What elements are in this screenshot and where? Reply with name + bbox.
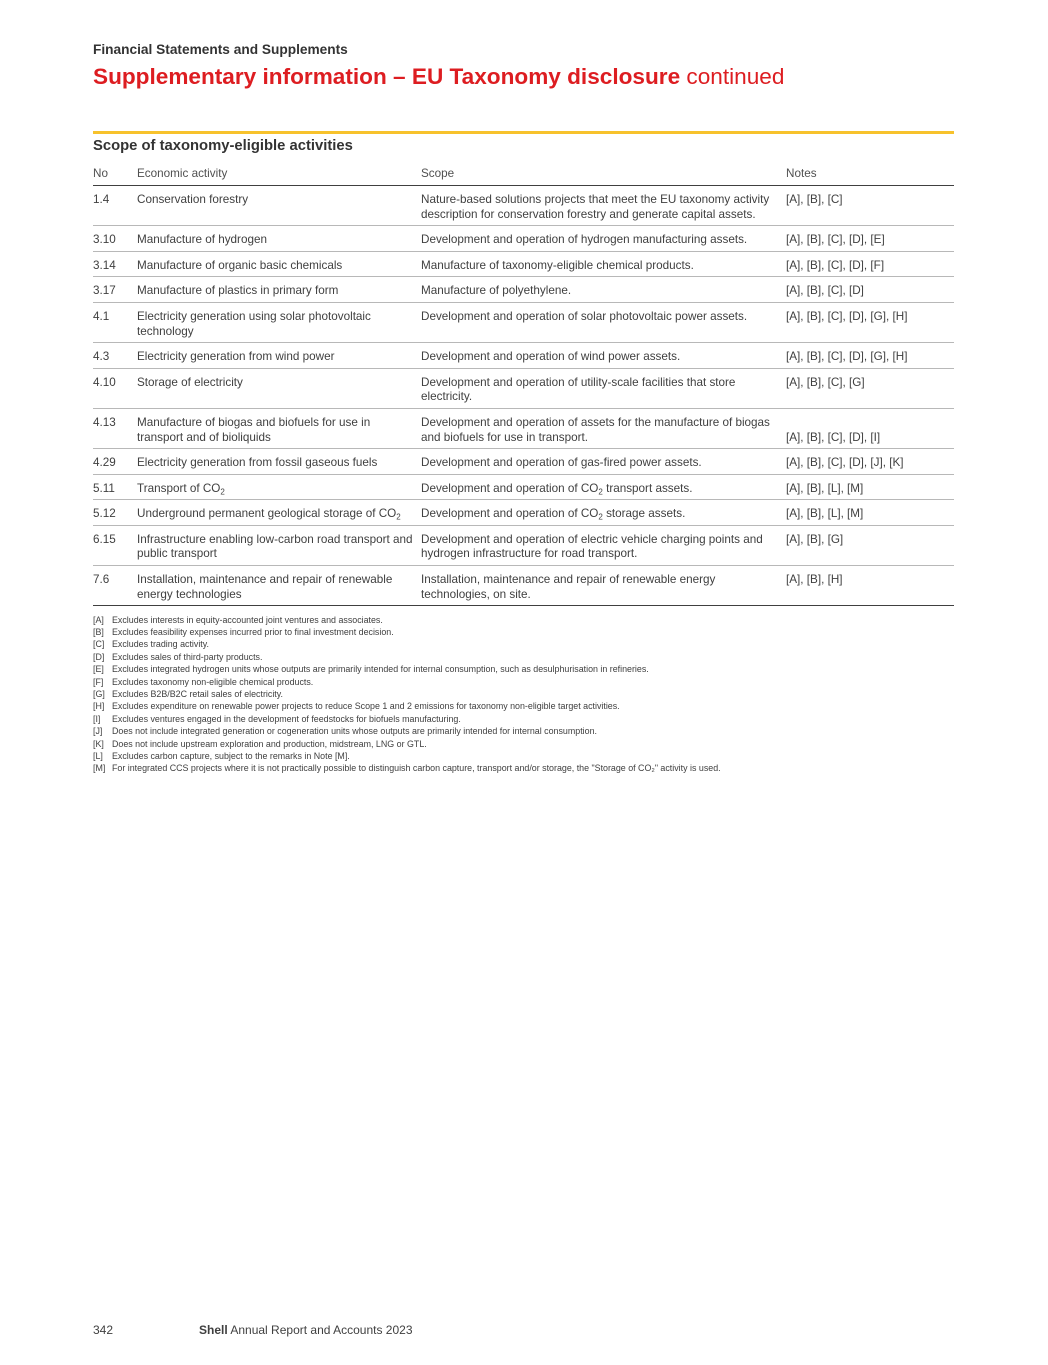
footnote bbox=[93, 676, 954, 688]
table-row bbox=[93, 526, 954, 566]
footnote-text: Excludes B2B/B2C retail sales of electricity. bbox=[112, 689, 283, 700]
scope-line: Installation, maintenance and repair of renewable energy bbox=[421, 573, 716, 587]
page-title-suffix: continued bbox=[686, 64, 785, 89]
economic-activity bbox=[137, 259, 421, 274]
scope bbox=[421, 284, 786, 299]
row-number: 3.17 bbox=[93, 284, 116, 298]
table-row bbox=[93, 303, 954, 343]
page-title bbox=[93, 63, 784, 91]
notes: [A], [B], [C], [D], [E] bbox=[786, 233, 885, 247]
footnote-text: Excludes trading activity. bbox=[112, 639, 210, 650]
row-number: 5.11 bbox=[93, 481, 115, 495]
scope bbox=[421, 376, 786, 405]
table-row bbox=[93, 252, 954, 278]
economic-activity bbox=[137, 573, 421, 602]
footnote bbox=[93, 738, 954, 750]
activity-line: technology bbox=[137, 324, 194, 338]
notes: [A], [B], [C] bbox=[786, 192, 843, 206]
scope bbox=[421, 233, 786, 248]
footnote-text: Excludes integrated hydrogen units whose outputs are primarily intended for internal consumption, such as desulphurisation in refineries. bbox=[112, 664, 649, 675]
table-row bbox=[93, 500, 954, 526]
economic-activity bbox=[137, 482, 421, 497]
economic-activity bbox=[137, 456, 421, 471]
footnote-label: [I] bbox=[93, 713, 101, 724]
footnote bbox=[93, 638, 954, 650]
footnote-text: Excludes expenditure on renewable power projects to reduce Scope 1 and 2 emissions for taxonomy non-eligible target activities. bbox=[112, 701, 620, 712]
table-row bbox=[93, 409, 954, 449]
notes: [A], [B], [C], [D], [J], [K] bbox=[786, 456, 904, 470]
table-row bbox=[93, 449, 954, 475]
publication-name: Annual Report and Accounts 2023 bbox=[230, 1323, 413, 1337]
row-number: 3.10 bbox=[93, 233, 116, 247]
activity-line: Manufacture of biogas and biofuels for use in bbox=[137, 415, 371, 429]
notes: [A], [B], [C], [D], [G], [H] bbox=[786, 309, 908, 323]
table-row bbox=[93, 343, 954, 369]
scope bbox=[421, 573, 786, 602]
table-row bbox=[93, 566, 954, 606]
activity-line: Electricity generation from fossil gaseous fuels bbox=[137, 456, 378, 470]
row-number: 4.10 bbox=[93, 375, 116, 389]
scope-line: Development and operation of solar photovoltaic power assets. bbox=[421, 309, 748, 323]
row-number: 3.14 bbox=[93, 258, 116, 272]
footnote bbox=[93, 700, 954, 712]
footnote bbox=[93, 688, 954, 700]
scope-line: hydrogen infrastructure for road transport. bbox=[421, 547, 638, 561]
scope-line: Development and operation of assets for the manufacture of biogas bbox=[421, 415, 770, 429]
notes: [A], [B], [L], [M] bbox=[786, 481, 864, 495]
footnote-label: [F] bbox=[93, 676, 104, 687]
column-header-scope: Scope bbox=[421, 167, 455, 181]
footnote-text: Excludes sales of third-party products. bbox=[112, 651, 263, 662]
subscript: 2 bbox=[396, 512, 401, 522]
page-footer bbox=[93, 1322, 954, 1338]
footnote-label: [J] bbox=[93, 726, 103, 737]
row-number: 4.1 bbox=[93, 309, 110, 323]
scope-line: description for conservation forestry and generate capital assets. bbox=[421, 207, 756, 221]
activity-line: Electricity generation using solar photovoltaic bbox=[137, 309, 371, 323]
scope bbox=[421, 456, 786, 471]
scope bbox=[421, 350, 786, 365]
notes: [A], [B], [H] bbox=[786, 573, 843, 587]
economic-activity bbox=[137, 193, 421, 208]
scope bbox=[421, 259, 786, 274]
row-number: 4.3 bbox=[93, 350, 110, 364]
column-header-economic-activity: Economic activity bbox=[137, 167, 228, 181]
footnote-label: [B] bbox=[93, 627, 104, 637]
row-number: 5.12 bbox=[93, 507, 116, 521]
economic-activity bbox=[137, 416, 421, 445]
economic-activity bbox=[137, 284, 421, 299]
footnote-label: [D] bbox=[93, 651, 105, 662]
footnote-label: [E] bbox=[93, 664, 104, 675]
activity-line: Manufacture of plastics in primary form bbox=[137, 284, 339, 298]
scope-line: electricity. bbox=[421, 390, 473, 404]
scope-line: technologies, on site. bbox=[421, 587, 531, 601]
scope-line: Nature-based solutions projects that meet the EU taxonomy activity bbox=[421, 192, 770, 206]
footnote-text: For integrated CCS projects where it is not practically possible to distinguish carbon capture, transport and/or storage, the "Storage of CO₂" activity is used. bbox=[112, 763, 721, 774]
scope bbox=[421, 482, 786, 497]
subscript: 2 bbox=[598, 512, 603, 522]
row-number: 6.15 bbox=[93, 532, 116, 546]
footnote-label: [H] bbox=[93, 701, 105, 712]
page-title-main: Supplementary information – EU Taxonomy disclosure bbox=[93, 64, 681, 89]
scope-text-end: storage assets. bbox=[602, 507, 686, 521]
activity-line: Storage of electricity bbox=[137, 375, 243, 389]
scope-line bbox=[421, 482, 786, 497]
notes: [A], [B], [C], [G] bbox=[786, 375, 865, 389]
scope bbox=[421, 507, 786, 522]
row-number: 4.29 bbox=[93, 456, 116, 470]
table-row bbox=[93, 475, 954, 501]
economic-activity bbox=[137, 350, 421, 365]
table-row bbox=[93, 226, 954, 252]
economic-activity bbox=[137, 310, 421, 339]
activity-line: Manufacture of hydrogen bbox=[137, 233, 267, 247]
footnotes bbox=[93, 614, 954, 775]
economic-activity bbox=[137, 376, 421, 391]
footnote-text: Does not include integrated generation or cogeneration units whose outputs are primarily intended for internal consumption. bbox=[112, 726, 597, 737]
activity-line: energy technologies bbox=[137, 587, 242, 601]
footnote bbox=[93, 713, 954, 725]
scope-line: Development and operation of gas-fired power assets. bbox=[421, 456, 702, 470]
footnote-label: [L] bbox=[93, 751, 103, 762]
activity-line bbox=[137, 482, 421, 497]
footnote bbox=[93, 663, 954, 675]
footnote-label: [K] bbox=[93, 738, 104, 749]
activity-line: Electricity generation from wind power bbox=[137, 350, 335, 364]
footnote-text: Excludes taxonomy non-eligible chemical products. bbox=[112, 676, 314, 687]
economic-activity bbox=[137, 533, 421, 562]
footnote-text: Excludes feasibility expenses incurred prior to final investment decision. bbox=[112, 627, 394, 637]
activity-text: Underground permanent geological storage of CO bbox=[137, 507, 397, 521]
activity-line: Manufacture of organic basic chemicals bbox=[137, 258, 343, 272]
footnote bbox=[93, 614, 954, 626]
scope-line: Manufacture of taxonomy-eligible chemical products. bbox=[421, 258, 694, 272]
footnote-label: [C] bbox=[93, 639, 105, 650]
section-header: Financial Statements and Supplements bbox=[93, 42, 348, 57]
footnote-text: Excludes carbon capture, subject to the remarks in Note [M]. bbox=[112, 751, 350, 762]
scope-line bbox=[421, 507, 786, 522]
scope-text: Development and operation of CO bbox=[421, 507, 599, 521]
footnote-text: Does not include upstream exploration and production, midstream, LNG or GTL. bbox=[112, 738, 427, 749]
row-number: 4.13 bbox=[93, 415, 116, 429]
notes: [A], [B], [C], [D], [I] bbox=[786, 430, 881, 444]
notes: [A], [B], [C], [D] bbox=[786, 284, 864, 298]
scope-line: Development and operation of electric vehicle charging points and bbox=[421, 532, 763, 546]
scope bbox=[421, 310, 786, 325]
brand-name: Shell bbox=[199, 1323, 228, 1337]
activity-line: transport and of bioliquids bbox=[137, 430, 271, 444]
economic-activity bbox=[137, 507, 421, 522]
scope-line: Development and operation of wind power assets. bbox=[421, 350, 681, 364]
footnote-text: Excludes ventures engaged in the development of feedstocks for biofuels manufacturing. bbox=[112, 713, 461, 724]
footnote-text: Excludes interests in equity-accounted joint ventures and associates. bbox=[112, 614, 383, 625]
table-header-row bbox=[93, 160, 954, 186]
scope-line: Development and operation of hydrogen manufacturing assets. bbox=[421, 233, 748, 247]
notes: [A], [B], [G] bbox=[786, 532, 844, 546]
footnote bbox=[93, 750, 954, 762]
subscript: 2 bbox=[220, 487, 225, 497]
table-title: Scope of taxonomy-eligible activities bbox=[93, 137, 353, 154]
activity-text: Transport of CO bbox=[137, 481, 221, 495]
activity-line: Installation, maintenance and repair of renewable bbox=[137, 573, 393, 587]
scope-text-end: transport assets. bbox=[602, 481, 693, 495]
notes: [A], [B], [C], [D], [F] bbox=[786, 258, 885, 272]
activities-table bbox=[93, 160, 954, 606]
column-header-notes: Notes bbox=[786, 167, 817, 181]
economic-activity bbox=[137, 233, 421, 248]
scope-line: Development and operation of utility-scale facilities that store bbox=[421, 375, 736, 389]
footnote-label: [M] bbox=[93, 763, 106, 774]
footnote-label: [G] bbox=[93, 689, 105, 700]
scope-line: and biofuels for use in transport. bbox=[421, 430, 588, 444]
table-row bbox=[93, 369, 954, 409]
row-number: 7.6 bbox=[93, 573, 110, 587]
footnote bbox=[93, 651, 954, 663]
scope bbox=[421, 533, 786, 562]
footnote bbox=[93, 725, 954, 737]
column-header-no: No bbox=[93, 167, 108, 181]
activity-line: public transport bbox=[137, 547, 217, 561]
table-row bbox=[93, 277, 954, 303]
page-number: 342 bbox=[93, 1323, 114, 1337]
notes: [A], [B], [C], [D], [G], [H] bbox=[786, 350, 908, 364]
row-number: 1.4 bbox=[93, 192, 110, 206]
table-row bbox=[93, 186, 954, 226]
subscript: 2 bbox=[598, 487, 603, 497]
activity-line: Conservation forestry bbox=[137, 192, 249, 206]
notes: [A], [B], [L], [M] bbox=[786, 507, 864, 521]
scope bbox=[421, 416, 786, 445]
footnote bbox=[93, 762, 954, 774]
publication-title bbox=[199, 1322, 413, 1338]
footnote-label: [A] bbox=[93, 614, 104, 625]
scope-line: Manufacture of polyethylene. bbox=[421, 284, 572, 298]
footnote bbox=[93, 626, 954, 638]
scope-text: Development and operation of CO bbox=[421, 481, 599, 495]
section-divider bbox=[93, 131, 954, 134]
scope bbox=[421, 193, 786, 222]
activity-line bbox=[137, 507, 421, 522]
activity-line: Infrastructure enabling low-carbon road transport and bbox=[137, 532, 413, 546]
